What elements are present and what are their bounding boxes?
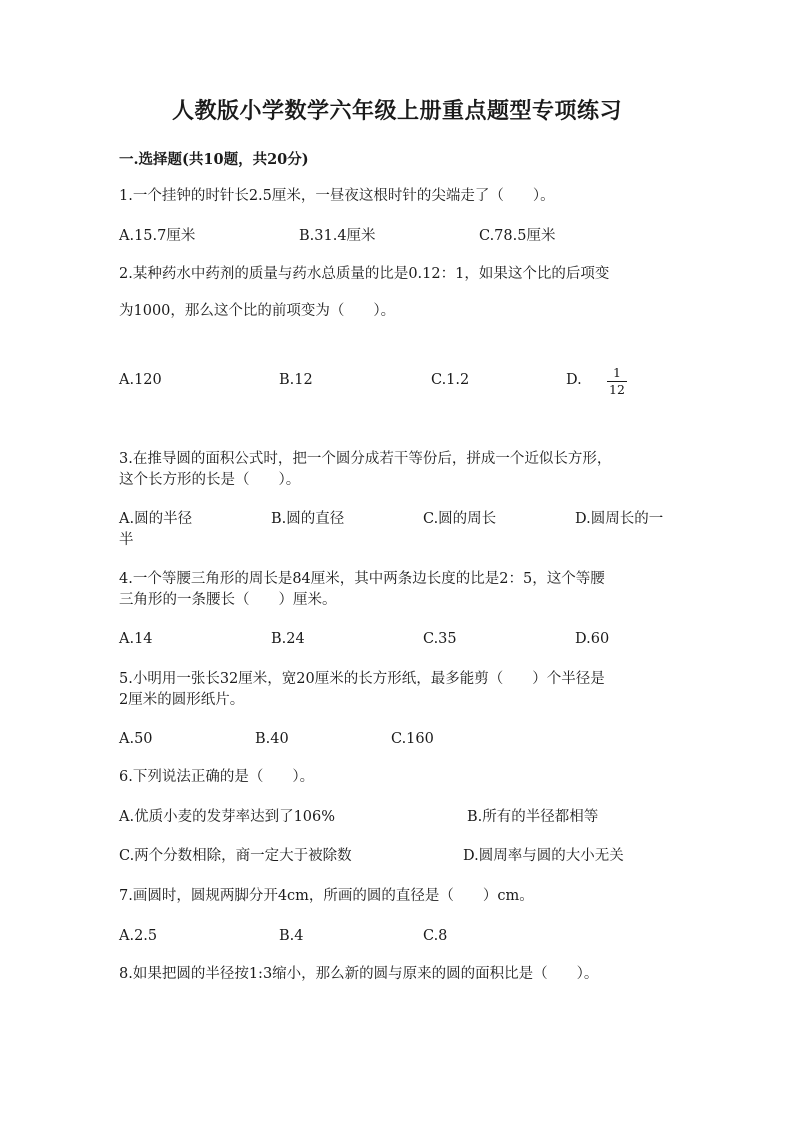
question-6-option-b: B.所有的半径都相等 — [467, 809, 599, 825]
question-2-text-line-2: 为1000，那么这个比的前项变为（ ）。 — [119, 303, 396, 319]
question-5-option-b: B.40 — [255, 731, 289, 747]
question-3-option-c: C.圆的周长 — [423, 511, 497, 527]
question-5-option-a: A.50 — [119, 731, 153, 747]
question-1-option-a: A.15.7厘米 — [119, 228, 196, 244]
fraction-numerator: 1 — [607, 366, 627, 382]
question-2-option-d: D. — [566, 372, 582, 388]
question-3-option-d: D.圆周长的一 — [575, 511, 664, 527]
question-6-text: 6.下列说法正确的是（ ）。 — [119, 769, 315, 785]
question-6-option-d: D.圆周率与圆的大小无关 — [463, 848, 624, 864]
question-1-option-c: C.78.5厘米 — [479, 228, 556, 244]
fraction-denominator: 12 — [609, 382, 625, 397]
question-3-option-a: A.圆的半径 — [119, 511, 193, 527]
question-7-option-b: B.4 — [279, 928, 304, 944]
question-5-text-line-2: 2厘米的圆形纸片。 — [119, 692, 245, 708]
question-1-option-b: B.31.4厘米 — [299, 228, 376, 244]
question-1-text: 1.一个挂钟的时针长2.5厘米，一昼夜这根时针的尖端走了（ ）。 — [119, 188, 555, 204]
question-3-text-line-2: 这个长方形的长是（ ）。 — [119, 472, 301, 488]
question-2-option-b: B.12 — [279, 372, 313, 388]
question-2-option-d-fraction — [607, 366, 627, 397]
question-5-option-c: C.160 — [391, 731, 434, 747]
question-7-option-c: C.8 — [423, 928, 448, 944]
question-5-text-line-1: 5.小明用一张长32厘米，宽20厘米的长方形纸，最多能剪（ ）个半径是 — [119, 671, 605, 687]
question-8-text: 8.如果把圆的半径按1:3缩小，那么新的圆与原来的圆的面积比是（ ）。 — [119, 966, 599, 982]
question-3-text-line-1: 3.在推导圆的面积公式时，把一个圆分成若干等份后，拼成一个近似长方形， — [119, 451, 612, 467]
question-7-option-a: A.2.5 — [119, 928, 158, 944]
question-4-option-a: A.14 — [119, 631, 153, 647]
section-heading: 一.选择题(共10题，共20分) — [119, 151, 309, 168]
question-6-option-a: A.优质小麦的发芽率达到了106% — [119, 809, 336, 825]
question-4-text-line-1: 4.一个等腰三角形的周长是84厘米，其中两条边长度的比是2：5，这个等腰 — [119, 571, 605, 587]
question-3-option-b: B.圆的直径 — [271, 511, 345, 527]
question-2-option-a: A.120 — [119, 372, 162, 388]
question-4-option-d: D.60 — [575, 631, 610, 647]
question-7-text: 7.画圆时，圆规两脚分开4cm，所画的圆的直径是（ ）cm。 — [119, 888, 534, 904]
question-4-option-c: C.35 — [423, 631, 457, 647]
question-6-option-c: C.两个分数相除，商一定大于被除数 — [119, 848, 352, 864]
question-3-option-d-wrap: 半 — [119, 532, 134, 548]
question-4-option-b: B.24 — [271, 631, 305, 647]
question-2-option-c: C.1.2 — [431, 372, 470, 388]
question-4-text-line-2: 三角形的一条腰长（ ）厘米。 — [119, 592, 337, 608]
page-title: 人教版小学数学六年级上册重点题型专项练习 — [171, 98, 622, 124]
question-2-text-line-1: 2.某种药水中药剂的质量与药水总质量的比是0.12：1，如果这个比的后项变 — [119, 266, 610, 282]
